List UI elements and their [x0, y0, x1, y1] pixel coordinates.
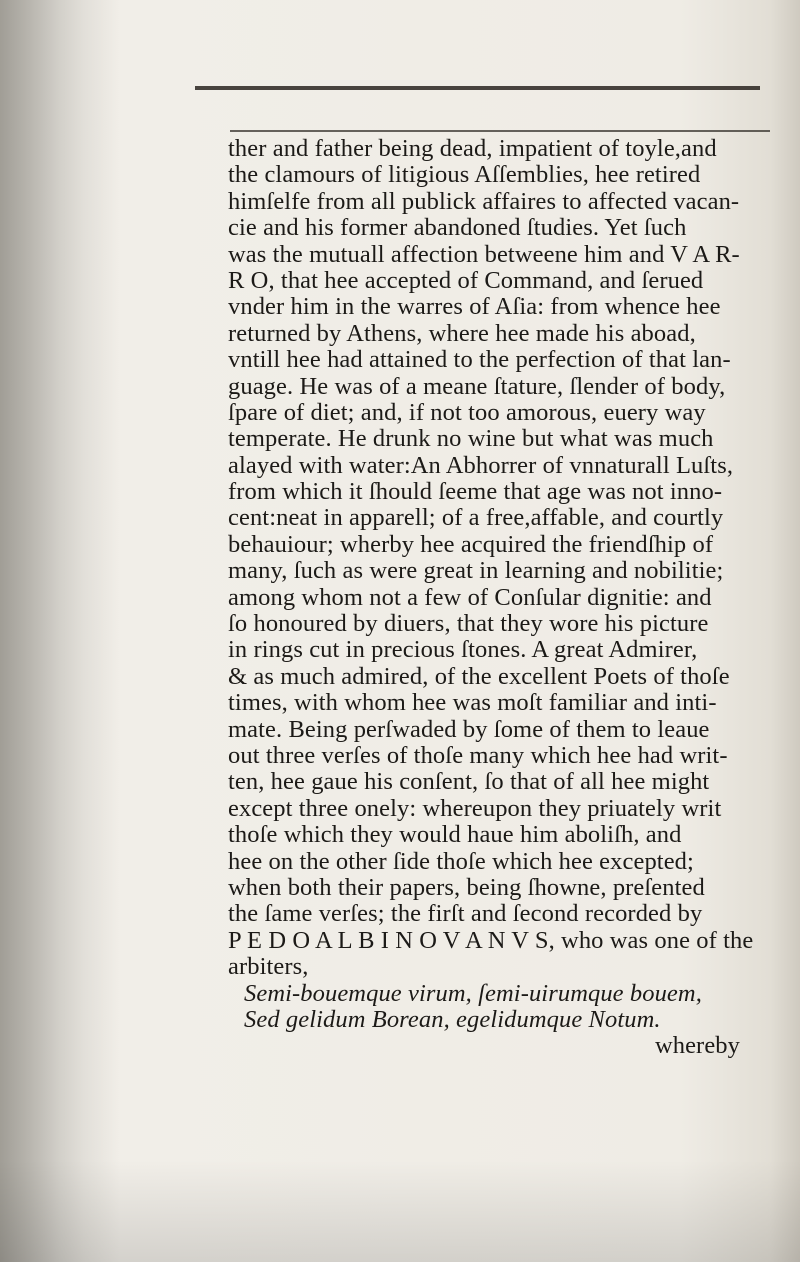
text-line: was the mutuall affection betweene him and V A R- — [228, 240, 740, 268]
text-line: except three onely: whereupon they priuately writ — [228, 794, 722, 822]
text-line: vntill hee had attained to the perfection of that lan- — [228, 346, 731, 374]
text-line: among whom not a few of Conſular dignitie: and — [228, 583, 712, 611]
catchword: whereby — [654, 1032, 740, 1060]
verse-line: Sed gelidum Borean, egelidumque Notum. — [244, 1005, 661, 1033]
text-line: returned by Athens, where hee made his aboad, — [228, 319, 696, 347]
text-line: R O, that hee accepted of Command, and ſerued — [228, 266, 704, 294]
text-line: the ſame verſes; the firſt and ſecond recorded by — [228, 900, 703, 928]
text-line: ſo honoured by diuers, that they wore his picture — [228, 610, 709, 638]
text-line: ther and father being dead, impatient of toyle,and — [228, 135, 717, 162]
text-line: many, ſuch as were great in learning and nobilitie; — [228, 557, 724, 585]
page-binding-shadow — [0, 0, 120, 1262]
text-line: vnder him in the warres of Aſia: from whence hee — [228, 293, 721, 321]
text-line: mate. Being perſwaded by ſome of them to leaue — [228, 715, 710, 743]
text-line: alayed with water:An Abhorrer of vnnaturall Luſts, — [228, 451, 734, 479]
text-line: P E D O A L B I N O V A N V S, who was one of the — [228, 926, 754, 954]
text-line: thoſe which they would haue him aboliſh, and — [228, 821, 682, 849]
text-block-rule — [230, 130, 770, 132]
text-line: guage. He was of a meane ſtature, ſlender of body, — [228, 372, 726, 400]
text-line: arbiters, — [228, 953, 309, 981]
verse-line: Semi-bouemque virum, ſemi-uirumque bouem, — [244, 979, 702, 1007]
text-line: times, with whom hee was moſt familiar and inti- — [228, 689, 717, 717]
text-line: cie and his former abandoned ſtudies. Yet ſuch — [228, 214, 687, 242]
page-top-rule — [195, 86, 760, 90]
text-line: himſelfe from all publick affaires to affected vacan- — [228, 187, 740, 215]
text-line: the clamours of litigious Aſſemblies, hee retired — [228, 161, 701, 189]
text-block — [228, 136, 760, 1060]
text-line: behauiour; wherby hee acquired the friendſhip of — [228, 530, 714, 558]
text-line: ſpare of diet; and, if not too amorous, euery way — [228, 398, 706, 426]
text-line: hee on the other ſide thoſe which hee excepted; — [228, 847, 694, 875]
text-line: ten, hee gaue his conſent, ſo that of all hee might — [228, 768, 710, 796]
text-line: when both their papers, being ſhowne, preſented — [228, 873, 705, 901]
text-line: cent:neat in apparell; of a free,affable, and courtly — [228, 504, 724, 532]
text-line: out three verſes of thoſe many which hee had writ- — [228, 741, 728, 769]
text-line: from which it ſhould ſeeme that age was not inno- — [228, 478, 723, 506]
text-line: in rings cut in precious ſtones. A great Admirer, — [228, 636, 698, 664]
text-line: & as much admired, of the excellent Poets of thoſe — [228, 662, 730, 690]
text-line: temperate. He drunk no wine but what was much — [228, 425, 714, 453]
page-bottom-shadow — [0, 1160, 800, 1262]
